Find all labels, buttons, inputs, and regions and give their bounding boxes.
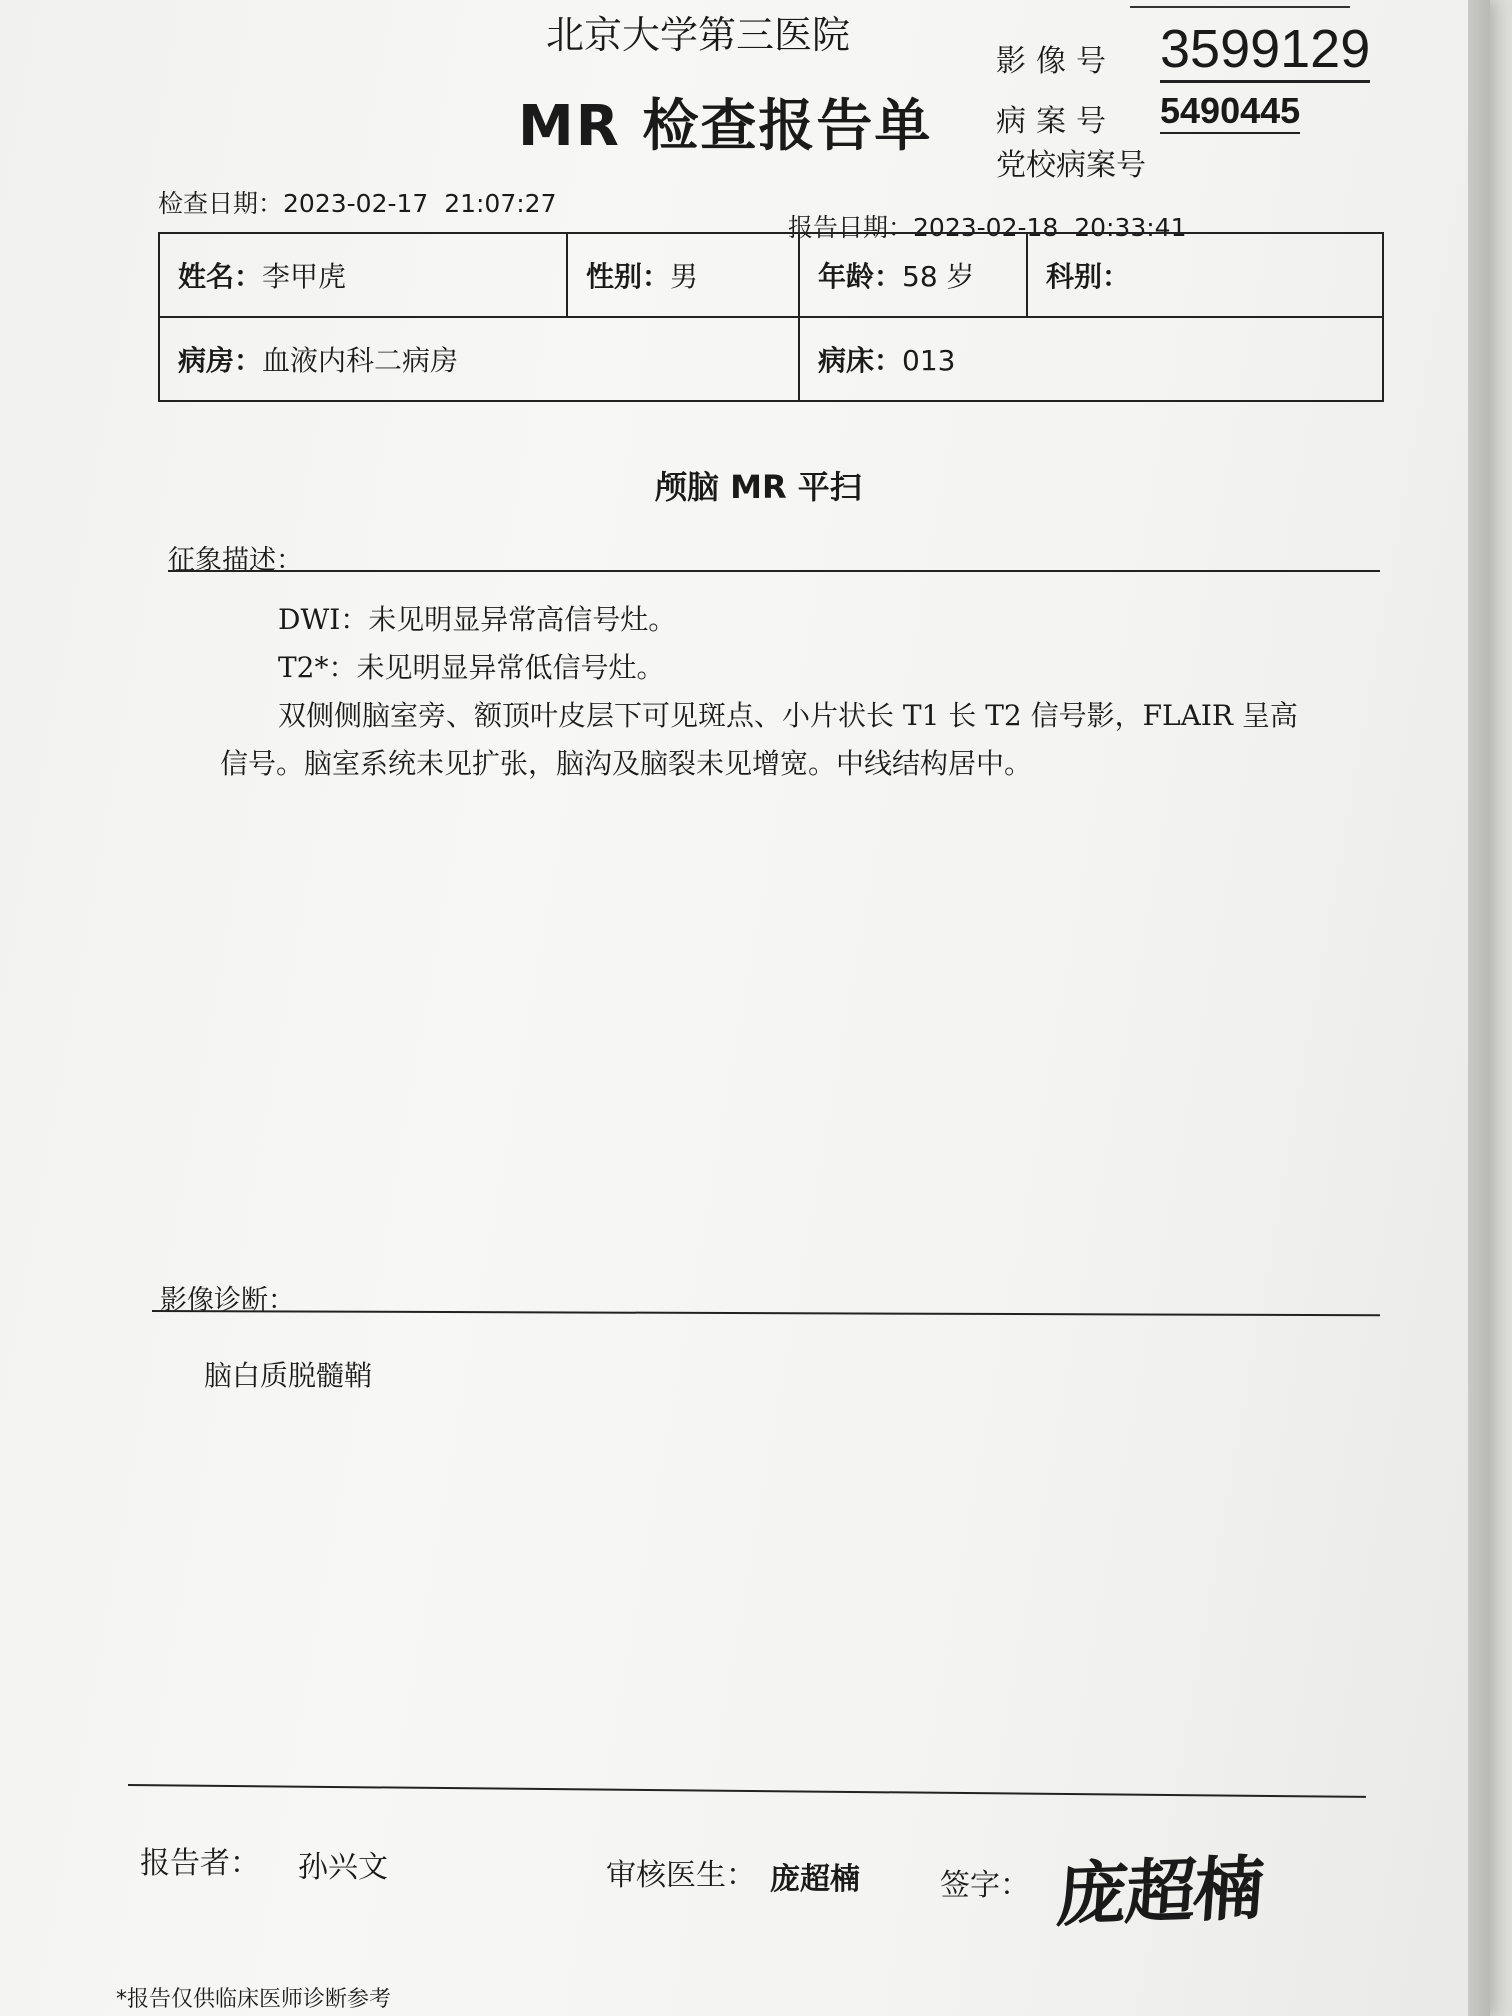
name-cell: 姓名：李甲虎: [159, 233, 567, 317]
report-date-label: 报告日期：: [788, 213, 914, 242]
exam-date: [158, 184, 556, 220]
signature-label: 签字：: [940, 1868, 1030, 1903]
findings-line-3a: 双侧侧脑室旁、额顶叶皮层下可见斑点、小片状长 T1 长 T2 信号影，FLAIR 呈高: [278, 699, 1298, 732]
dept-cell: 科别：: [1027, 233, 1383, 317]
footer-rule: [128, 1784, 1366, 1798]
handwritten-signature: 庞超楠: [1054, 1847, 1265, 1937]
reviewer-name: 庞超楠: [770, 1862, 860, 1897]
case-no-label: 病案号: [996, 104, 1116, 139]
report-date-value: 2023-02-18 20:33:41: [913, 213, 1187, 242]
party-case-label: 党校病案号: [996, 148, 1146, 183]
diagnosis-label: 影像诊断：: [160, 1285, 295, 1316]
exam-date-label: 检查日期：: [158, 189, 284, 218]
patient-age: 58 岁: [902, 260, 975, 293]
findings-label: 征象描述：: [168, 545, 303, 576]
diagnosis-rule: [152, 1310, 1380, 1316]
hospital-name: 北京大学第三医院: [546, 13, 851, 57]
bed-cell: 病床：013: [799, 317, 1383, 401]
patient-name: 李甲虎: [262, 260, 347, 293]
report-title: MR 检查报告单: [518, 94, 933, 159]
image-no-label: 影像号: [996, 44, 1116, 79]
patient-bed: 013: [902, 344, 956, 377]
reporter-name: 孙兴文: [298, 1850, 388, 1885]
age-cell: 年龄：58 岁: [799, 233, 1027, 317]
reporter-label: 报告者：: [140, 1846, 260, 1881]
findings-line-2: T2*：未见明显异常低信号灶。: [278, 651, 665, 684]
reviewer-label: 审核医生：: [606, 1858, 756, 1893]
exam-title: 颅脑 MR 平扫: [655, 468, 862, 506]
findings-line-1: DWI：未见明显异常高信号灶。: [278, 603, 677, 636]
patient-info-table: [158, 232, 1384, 402]
sex-cell: 性别：男: [567, 233, 799, 317]
patient-sex: 男: [670, 260, 699, 293]
ward-cell: 病房：血液内科二病房: [159, 317, 799, 401]
paper-edge: [1468, 0, 1490, 2016]
patient-ward: 血液内科二病房: [262, 344, 459, 377]
diagnosis-text: 脑白质脱髓鞘: [204, 1359, 373, 1392]
header-top-rule: [1130, 6, 1350, 8]
exam-date-value: 2023-02-17 21:07:27: [283, 189, 557, 218]
case-no-value: 5490445: [1160, 90, 1300, 134]
footer-note: *报告仅供临床医师诊断参考: [116, 1987, 392, 2012]
findings-line-3b: 信号。脑室系统未见扩张，脑沟及脑裂未见增宽。中线结构居中。: [220, 747, 1033, 780]
image-no-value: 3599129: [1160, 18, 1370, 83]
findings-rule: [168, 570, 1380, 572]
